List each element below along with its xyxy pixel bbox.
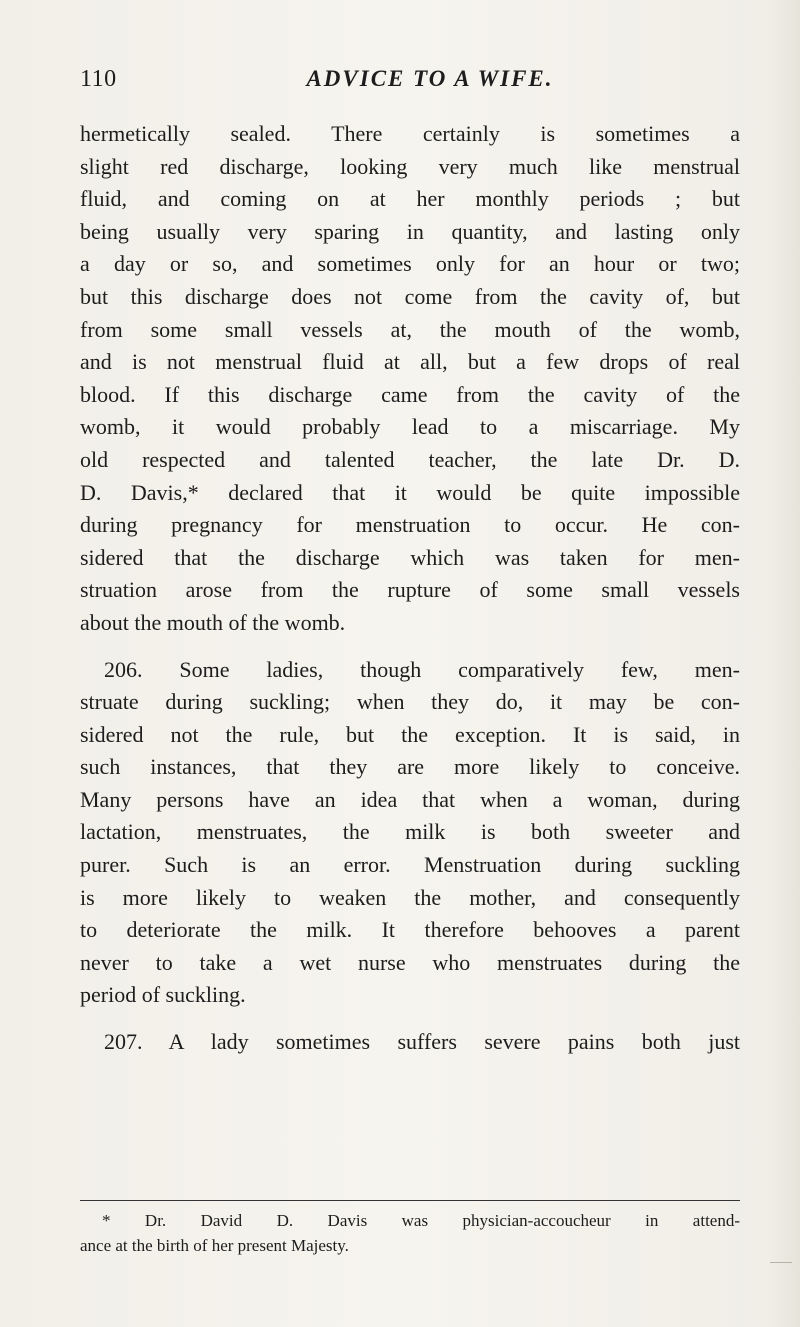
running-title: ADVICE TO A WIFE.: [306, 66, 554, 91]
text-line: being usually very sparing in quantity, and lasting only: [80, 218, 740, 244]
body-text: [80, 118, 740, 1059]
text-line: such instances, that they are more likely to conceive.: [80, 754, 740, 780]
text-line: struation arose from the rupture of some small vessels: [80, 577, 740, 603]
text-line: womb, it would probably lead to a miscarriage. My: [80, 414, 740, 440]
footnote-line: * Dr. David D. Davis was physician-accoucheur in attend-: [102, 1211, 740, 1230]
text-line: to deteriorate the milk. It therefore behooves a parent: [80, 917, 740, 943]
paragraph-207: [80, 1026, 740, 1059]
page-number: 110: [80, 66, 117, 92]
text-line: hermetically sealed. There certainly is sometimes a: [80, 121, 740, 146]
text-line: a day or so, and sometimes only for an hour or two;: [80, 251, 740, 277]
text-line: about the mouth of the womb.: [80, 609, 346, 635]
text-line: old respected and talented teacher, the late Dr. D.: [80, 446, 740, 472]
text-line: from some small vessels at, the mouth of the womb,: [80, 316, 740, 342]
page-edge-mark: [770, 1262, 792, 1263]
text-line: and is not menstrual fluid at all, but a few drops of real: [80, 349, 740, 375]
paragraph-continued: [80, 118, 740, 640]
paragraph-206: [80, 654, 740, 1013]
footnote: [80, 1208, 740, 1258]
text-line: sidered that the discharge which was taken for men-: [80, 544, 740, 570]
text-line: 206. Some ladies, though comparatively few, men-: [104, 656, 740, 682]
footnote-line: ance at the birth of her present Majesty.: [80, 1236, 349, 1255]
text-line: period of suckling.: [80, 982, 246, 1008]
text-line: fluid, and coming on at her monthly periods ; but: [80, 186, 740, 212]
text-line: during pregnancy for menstruation to occur. He con-: [80, 512, 740, 538]
footnote-divider: [80, 1200, 740, 1201]
text-line: struate during suckling; when they do, it may be con-: [80, 689, 740, 715]
text-line: but this discharge does not come from the cavity of, but: [80, 283, 740, 309]
text-line: blood. If this discharge came from the cavity of the: [80, 381, 740, 407]
text-line: purer. Such is an error. Menstruation during suckling: [80, 852, 740, 878]
text-line: Many persons have an idea that when a woman, during: [80, 786, 740, 812]
text-line: never to take a wet nurse who menstruates during the: [80, 949, 740, 975]
page-header: [80, 66, 740, 106]
text-line: 207. A lady sometimes suffers severe pains both just: [104, 1029, 740, 1055]
text-line: is more likely to weaken the mother, and consequently: [80, 884, 740, 910]
text-line: sidered not the rule, but the exception. It is said, in: [80, 721, 740, 747]
text-line: D. Davis,* declared that it would be quite impossible: [80, 479, 740, 505]
text-line: lactation, menstruates, the milk is both sweeter and: [80, 819, 740, 845]
text-line: slight red discharge, looking very much like menstrual: [80, 153, 740, 179]
